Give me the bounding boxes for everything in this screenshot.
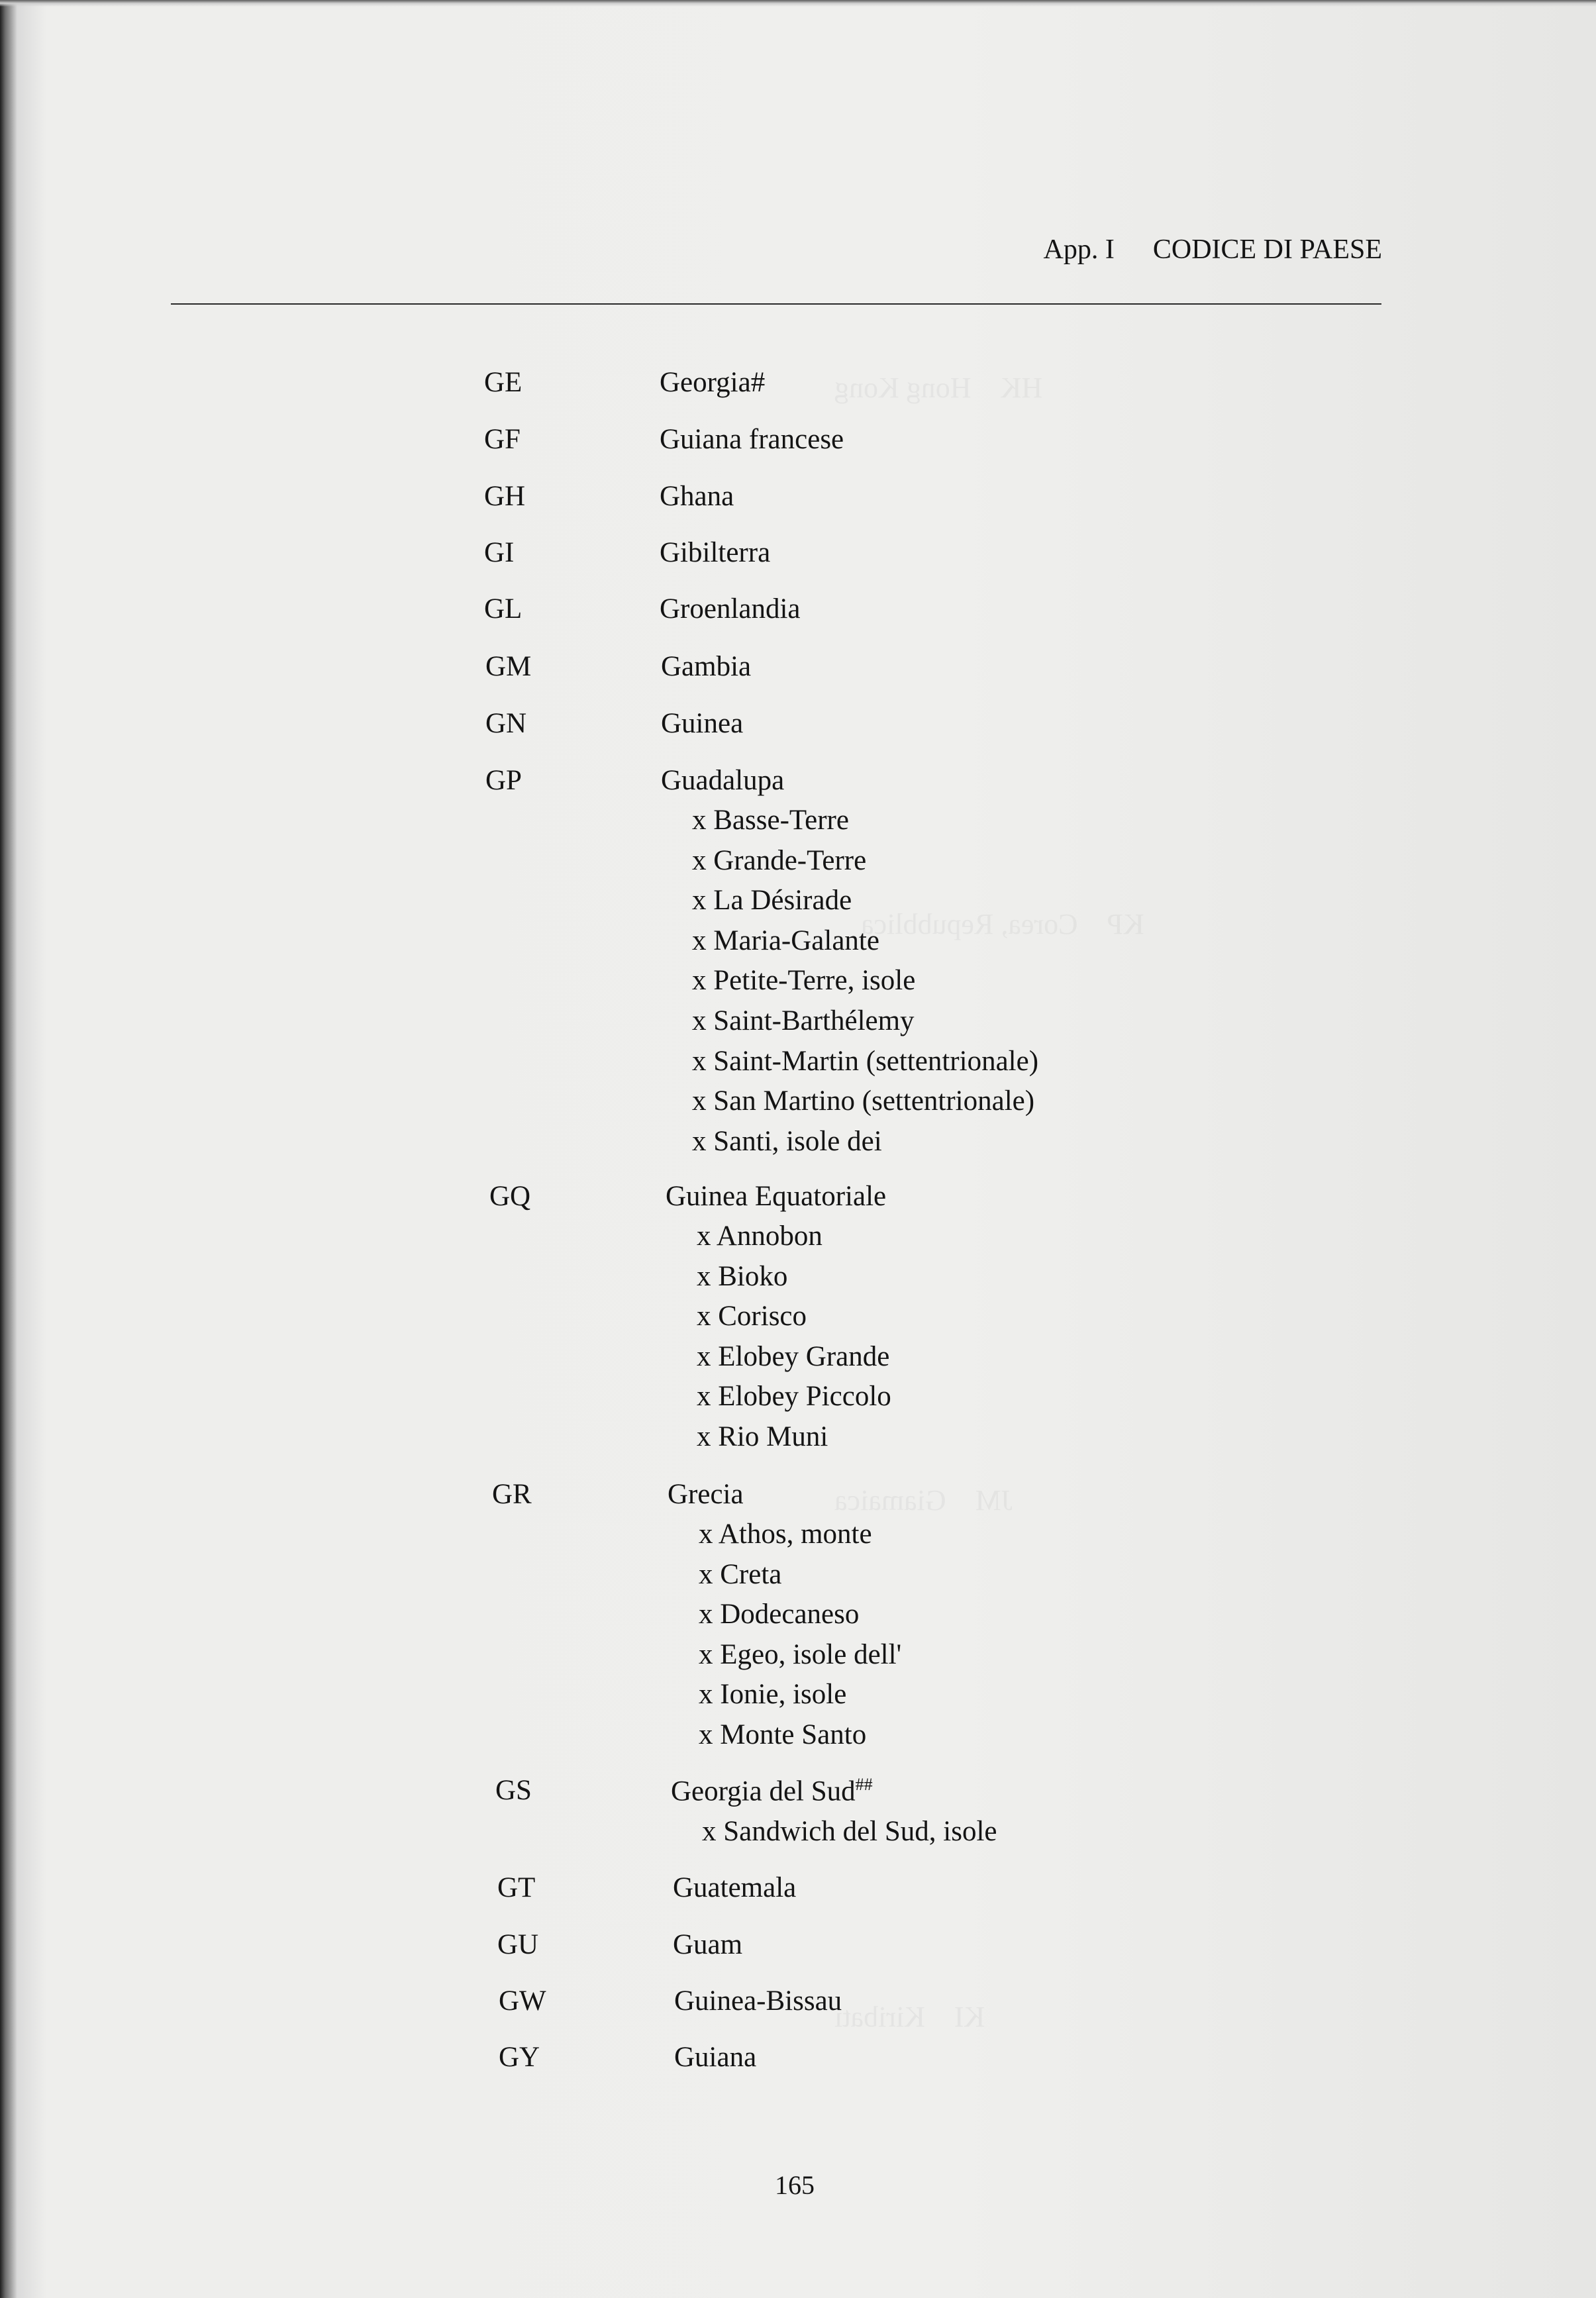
appendix-label: App. I [1043, 234, 1115, 265]
country-name-text: Guinea-Bissau [674, 1985, 842, 2017]
footnote-marker: ## [855, 1775, 873, 1794]
country-code: GR [492, 1479, 532, 1510]
country-name [660, 425, 844, 454]
country-code: GL [484, 593, 523, 624]
country-name [671, 1776, 873, 1805]
variant-name: x Grande-Terre [692, 845, 867, 876]
country-code: GH [484, 481, 526, 512]
country-code: GI [484, 537, 515, 568]
country-name [660, 482, 734, 511]
show-through-text: HK Hong Kong [834, 372, 1043, 404]
variant-name: x Maria-Galante [692, 925, 879, 956]
country-name-text: Guam [673, 1929, 743, 1960]
show-through-text: JM Giamaica [834, 1484, 1013, 1517]
variant-name: x Corisco [697, 1301, 807, 1332]
country-name [661, 766, 784, 795]
variant-name: x Rio Muni [697, 1421, 828, 1452]
country-name-text: Grecia [668, 1479, 744, 1510]
country-name-text: Ghana [660, 481, 734, 512]
country-name [668, 1480, 744, 1509]
variant-name: x Dodecaneso [699, 1599, 860, 1630]
country-name [673, 1873, 796, 1902]
country-name-text: Georgia# [660, 367, 766, 398]
variant-name: x Basse-Terre [692, 805, 849, 836]
country-name [666, 1182, 886, 1211]
country-code: GU [497, 1929, 539, 1960]
section-title: CODICE DI PAESE [1152, 234, 1382, 265]
country-name [660, 368, 765, 397]
variant-name: x La Désirade [692, 885, 852, 916]
variant-name: x Elobey Piccolo [697, 1381, 891, 1412]
country-code: GP [485, 765, 522, 796]
country-code: GS [495, 1775, 532, 1806]
country-name-text: Guadalupa [661, 765, 785, 796]
country-name [660, 595, 801, 623]
country-code: GY [499, 2042, 540, 2073]
variant-name: x Petite-Terre, isole [692, 965, 916, 996]
country-name [661, 652, 751, 681]
variant-name: x Saint-Barthélemy [692, 1005, 915, 1036]
variant-name: x Annobon [697, 1221, 823, 1252]
country-name [674, 2043, 756, 2072]
country-name-text: Guatemala [673, 1872, 797, 1903]
show-through-text: KI Kiribati [834, 2001, 985, 2033]
country-name [674, 1987, 842, 2015]
country-name-text: Groenlandia [660, 593, 801, 624]
country-name-text: Georgia del Sud [671, 1775, 856, 1807]
variant-name: x Bioko [697, 1261, 788, 1292]
country-name [661, 709, 743, 738]
country-name [673, 1930, 742, 1959]
variant-name: x Elobey Grande [697, 1341, 890, 1372]
variant-name: x San Martino (settentrionale) [692, 1085, 1035, 1117]
country-name-text: Guiana [674, 2042, 757, 2073]
country-name-text: Guiana francese [660, 424, 844, 455]
country-code: GM [485, 651, 532, 682]
country-code: GT [497, 1872, 536, 1903]
country-code: GE [484, 367, 523, 398]
variant-name: x Creta [699, 1559, 782, 1590]
variant-name: x Saint-Martin (settentrionale) [692, 1046, 1039, 1077]
show-through-text: KP Corea, Repubblica [861, 908, 1144, 940]
country-name-text: Guinea [661, 708, 744, 739]
variant-name: x Santi, isole dei [692, 1126, 882, 1157]
country-name-text: Gibilterra [660, 537, 771, 568]
country-name [660, 538, 770, 567]
country-name-text: Gambia [661, 651, 752, 682]
variant-name: x Egeo, isole dell' [699, 1639, 902, 1670]
variant-name: x Monte Santo [699, 1719, 867, 1750]
country-code: GW [499, 1985, 546, 2017]
variant-name: x Athos, monte [699, 1519, 872, 1550]
country-code: GF [484, 424, 521, 455]
page-number: 165 [775, 2170, 815, 2200]
variant-name: x Ionie, isole [699, 1679, 847, 1710]
variant-name: x Sandwich del Sud, isole [702, 1816, 997, 1847]
country-name-text: Guinea Equatoriale [666, 1181, 887, 1212]
country-code: GN [485, 708, 527, 739]
country-code: GQ [489, 1181, 531, 1212]
